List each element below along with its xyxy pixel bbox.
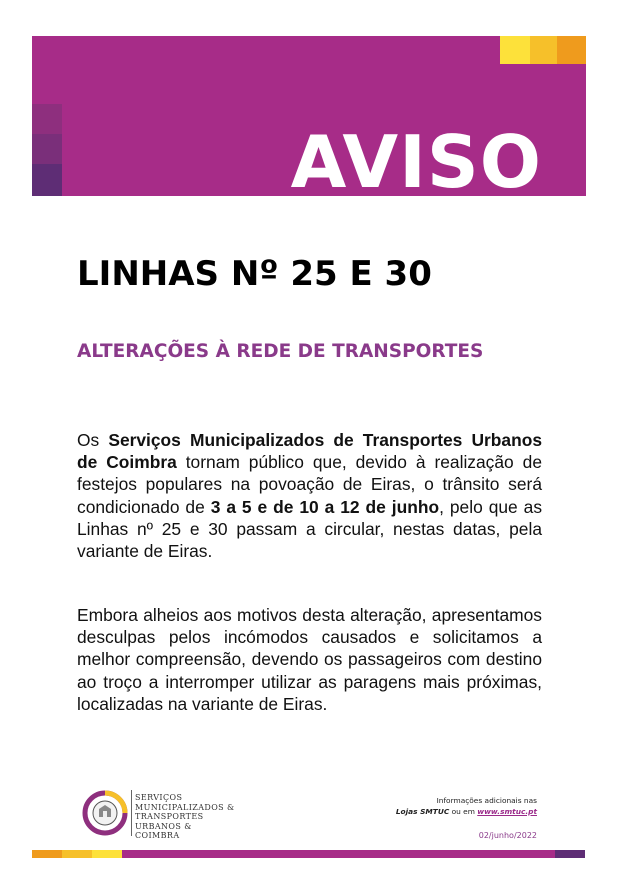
logo-divider — [131, 790, 132, 836]
info-line: Informações adicionais nas — [436, 796, 537, 805]
page-title: LINHAS Nº 25 E 30 — [77, 254, 432, 294]
decor-square — [32, 104, 62, 134]
banner-title: AVISO — [290, 120, 542, 204]
org-name-line: URBANOS & — [135, 821, 192, 831]
org-name-line: SERVIÇOS — [135, 793, 183, 802]
aviso-banner — [32, 36, 586, 204]
footer-stripe — [555, 850, 585, 858]
text-run: Os — [77, 430, 109, 450]
page-subtitle: ALTERAÇÕES À REDE DE TRANSPORTES — [77, 341, 484, 362]
info-line — [396, 806, 537, 817]
footer-stripe — [122, 850, 555, 858]
organization-name — [135, 793, 245, 841]
decor-square — [32, 164, 62, 196]
footer-stripe — [62, 850, 92, 858]
text-run: , pelo que as Linhas nº 25 e 30 passam a circular, nestas datas, pela variante de Eiras. — [77, 496, 543, 562]
footer-stripe — [92, 850, 122, 858]
stores-label: Lojas SMTUC — [395, 807, 450, 816]
bold-run: Serviços Municipalizados de Transportes Urbanos de Coimbra — [77, 430, 542, 473]
decor-square — [32, 134, 62, 164]
additional-info — [396, 795, 537, 817]
website-link[interactable]: www.smtuc.pt — [477, 807, 537, 816]
info-connector: ou em — [449, 807, 478, 816]
org-name-line: TRANSPORTES — [135, 812, 204, 821]
org-name-line: COIMBRA — [135, 831, 180, 840]
publication-date: 02/junho/2022 — [478, 831, 537, 840]
decor-square — [557, 36, 586, 64]
org-name-line: MUNICIPALIZADOS & — [135, 802, 235, 812]
decor-square — [530, 36, 557, 64]
bold-run: 3 a 5 e de 10 a 12 de junho — [210, 496, 440, 517]
notice-paragraph-1 — [77, 429, 542, 562]
decor-square — [500, 36, 530, 64]
footer-stripe — [32, 850, 62, 858]
smtuc-logo-icon — [82, 790, 128, 836]
notice-paragraph-2: Embora alheios aos motivos desta alteração, apresentamos desculpas pelos incómodos causados e solicitamos a melhor compreensão, devendo os passageiros com destino ao troço a interromper utilizar as paragens mais próximas, localizadas na variante de Eiras. — [77, 605, 542, 714]
text-run: tornam público que, devido à realização de festejos populares na povoação de Eiras, o trânsito será condicionado de — [77, 452, 542, 517]
